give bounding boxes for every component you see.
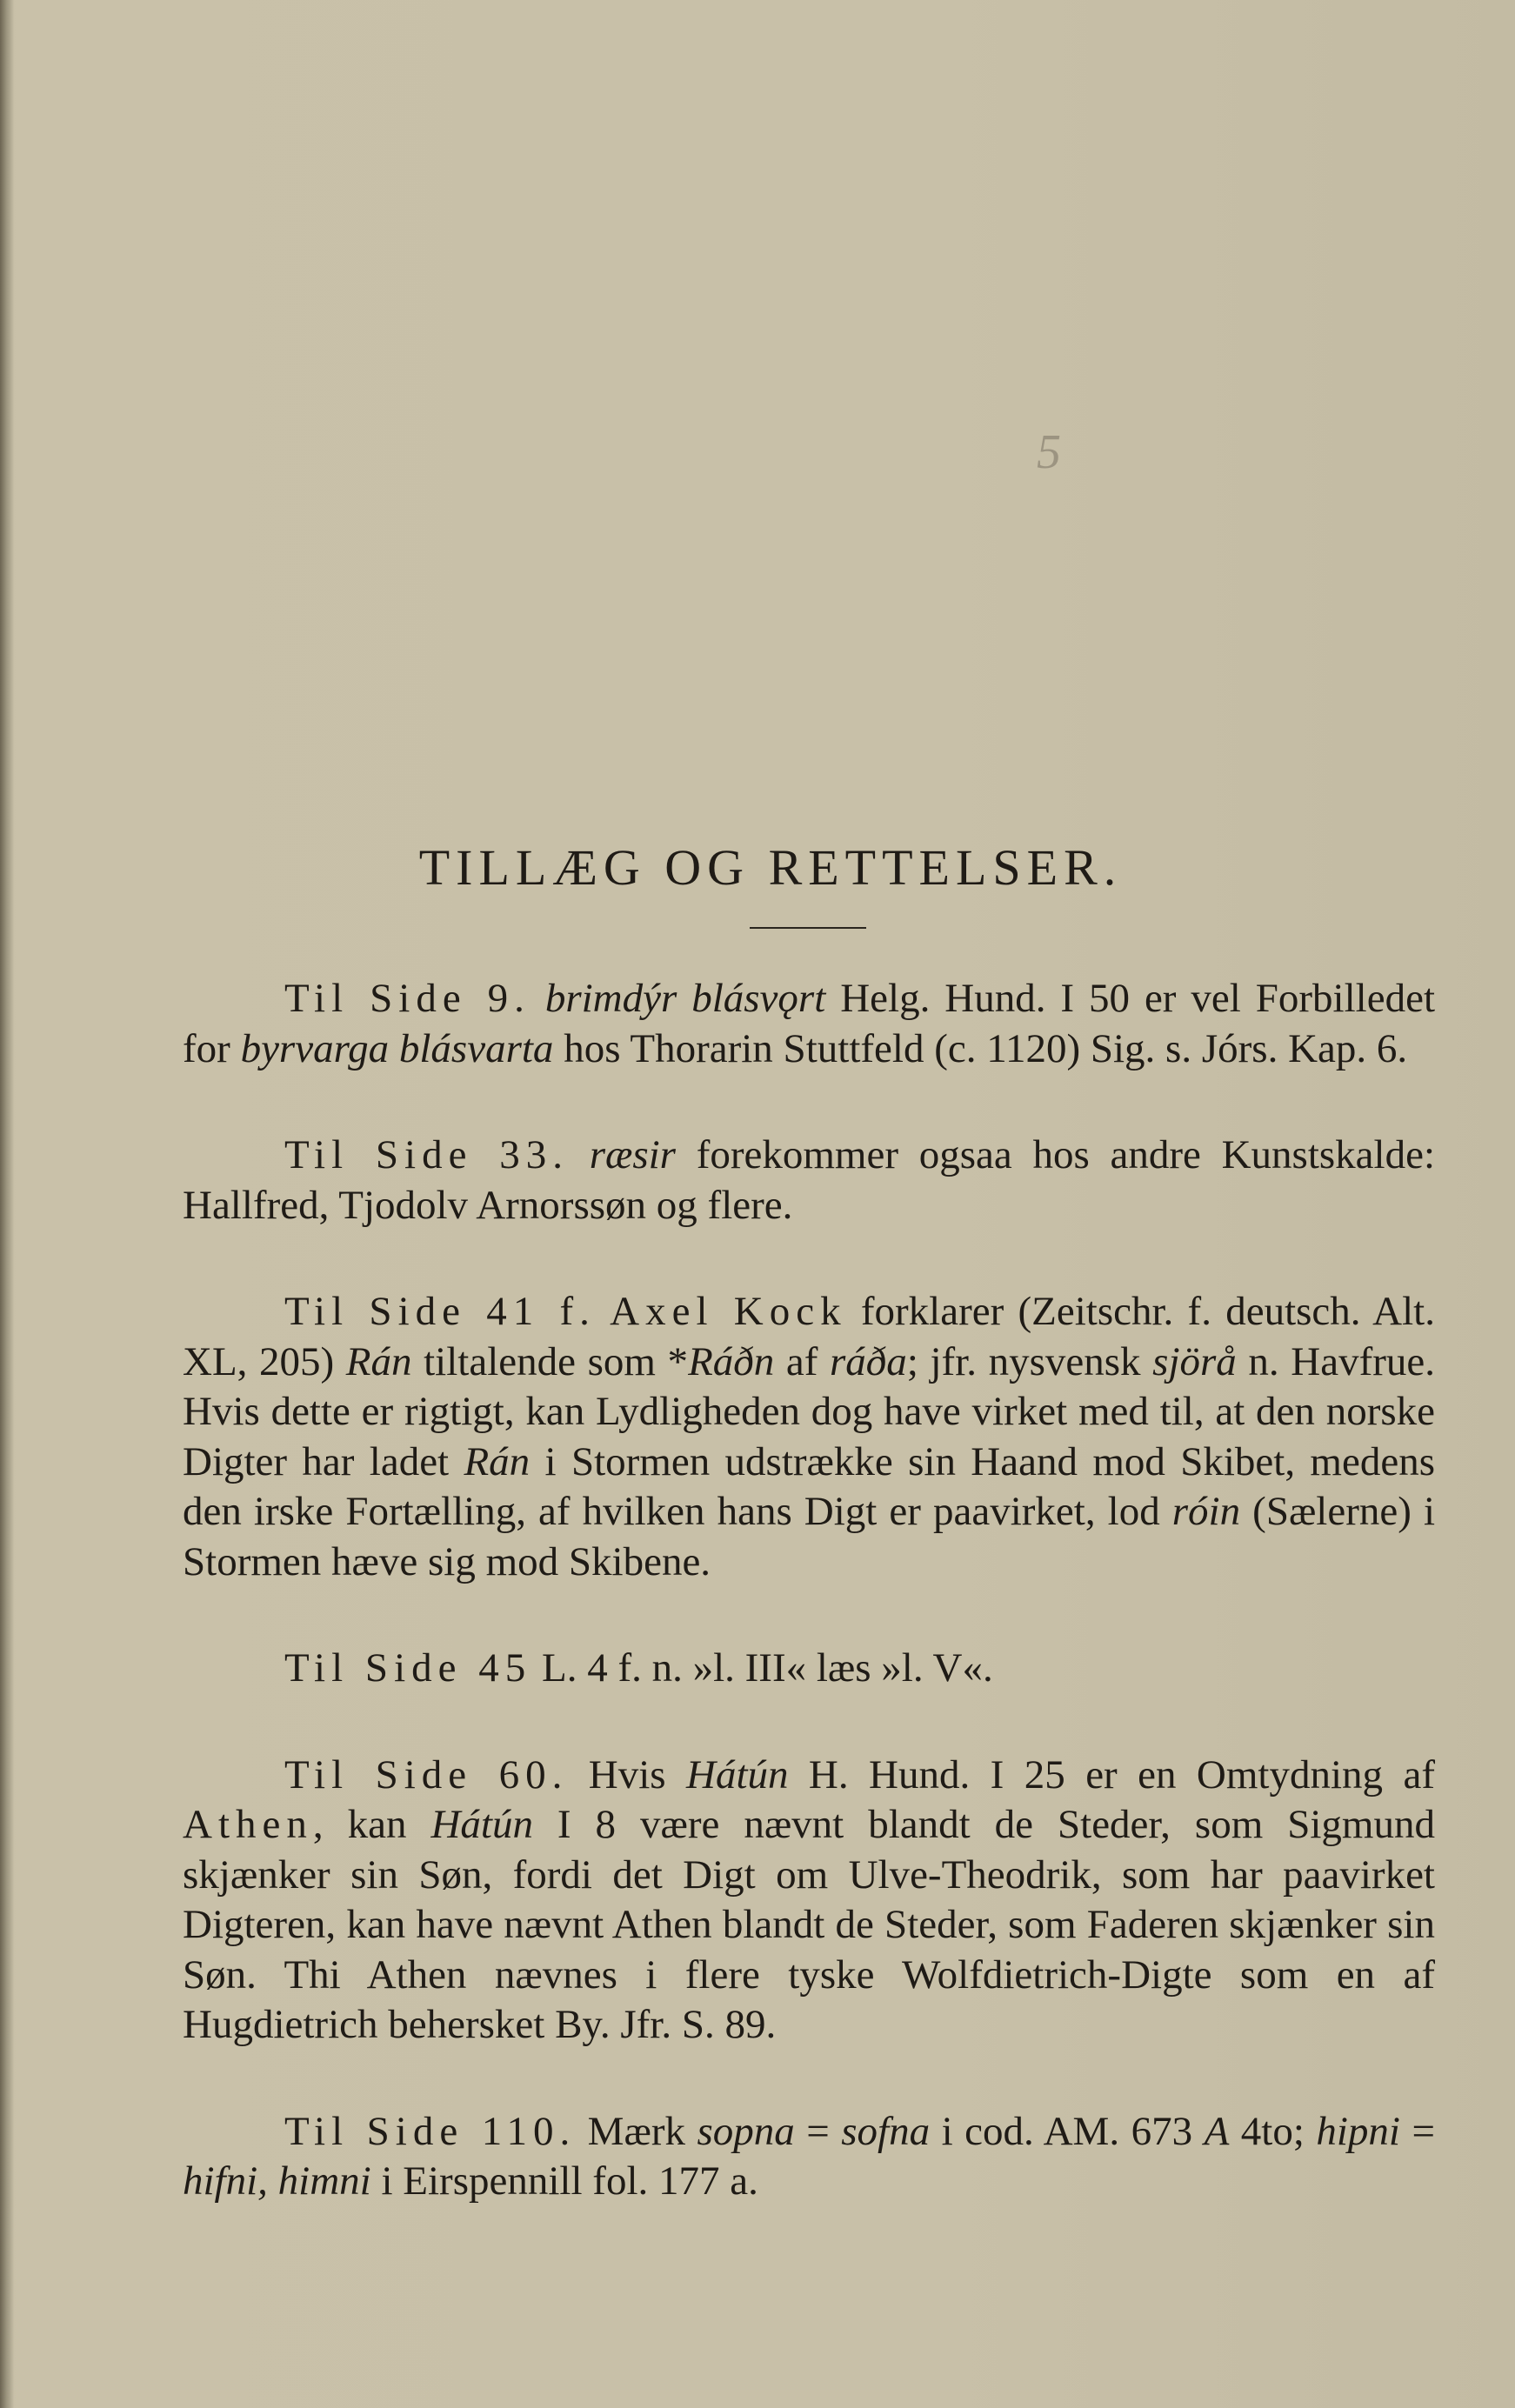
entry-text [569, 1132, 590, 1177]
entry-text: H. Hund. I 25 er en Omtydning af [788, 1751, 1435, 1798]
entry-side-60 [183, 1751, 1435, 2051]
entry-text: i Eirspennill fol. 177 a. [370, 2158, 758, 2204]
page-edge-shadow [0, 0, 14, 2408]
italic-term: Ráðn [688, 1338, 775, 1384]
entry-text: Helg. Hund. I 50 er vel Forbilledet for [183, 976, 1436, 1071]
entry-side-45 [183, 1644, 1435, 1694]
title-divider [750, 927, 866, 929]
entry-text: tiltalende som * [411, 1338, 689, 1384]
italic-term: sjörå [1152, 1338, 1237, 1384]
entry-text: , kan [312, 1802, 431, 1847]
entry-text: Hvis [568, 1751, 686, 1798]
entry-text [531, 976, 545, 1021]
entry-text: 4to; [1229, 2108, 1317, 2154]
entry-reference: Til Side 45 [284, 1645, 532, 1691]
italic-term: A [1204, 2108, 1230, 2154]
entry-text: Axel Kock [610, 1289, 847, 1334]
entry-side-110 [183, 2107, 1435, 2207]
marginal-pencil-mark: 5 [1037, 425, 1061, 479]
entry-reference: Til Side 9. [284, 976, 531, 1021]
entry-text: forklarer (Zeitschr. f. deutsch. Alt. XL, 205) [183, 1289, 1435, 1384]
italic-term: sofna [841, 2108, 931, 2154]
entry-text: n. Havfrue. Hvis dette er rigtigt, kan Lydligheden dog have virket med til, at den norske Digter har ladet [183, 1338, 1435, 1484]
entry-text: ; jfr. nysvensk [906, 1338, 1153, 1384]
entry-text: hos Thorarin Stuttfeld (c. 1120) Sig. s. Jórs. Kap. 6. [553, 1025, 1408, 1071]
entry-text: I 8 være nævnt blandt de Steder, som Sigmund skjænker sin Søn, fordi det Digt om Ulve-Theodrik, som har paavirket Digteren, kan have nævnt Athen blandt de Steder, som Faderen skjænker sin Søn. Thi Athen nævnes i flere tyske Wolfdietrich-Digte som en af Hugdietrich behersket By. Jfr. S. 89. [183, 1802, 1435, 2047]
entry-text: (Sælerne) i Stormen hæve sig mod Skibene. [183, 1489, 1435, 1584]
entry-side-33 [183, 1131, 1435, 1231]
entry-side-9 [183, 974, 1435, 1074]
entry-text: = [1400, 2108, 1435, 2154]
entry-reference: Til Side 110. [284, 2108, 577, 2154]
entry-reference: Til Side 41 f. [284, 1289, 596, 1334]
italic-term: hifni, himni [183, 2158, 371, 2204]
entry-side-41 [183, 1287, 1435, 1587]
entry-text [596, 1289, 610, 1334]
italic-term: Hátún [430, 1802, 533, 1847]
italic-term: byrvarga blásvarta [240, 1025, 554, 1071]
italic-term: Rán [464, 1438, 531, 1484]
entries-body [183, 974, 1435, 2207]
italic-term: róin [1171, 1489, 1241, 1534]
italic-term: ræsir [589, 1132, 676, 1177]
entry-text: Athen [183, 1802, 313, 1847]
entry-text: = [794, 2108, 842, 2154]
entry-text: af [774, 1338, 831, 1384]
italic-term: brimdýr blásvǫrt [544, 976, 826, 1021]
italic-term: ráða [830, 1338, 907, 1384]
entry-text: i cod. AM. 673 [930, 2108, 1205, 2154]
entry-text: forekommer ogsaa hos andre Kunstskalde: Hallfred, Tjodolv Arnorssøn og flere. [183, 1132, 1436, 1228]
italic-term: hipni [1316, 2108, 1400, 2154]
entry-reference: Til Side 33. [284, 1132, 569, 1177]
italic-term: Rán [345, 1338, 412, 1384]
entry-text: i Stormen udstrække sin Haand mod Skibet, medens den irske Fortælling, af hvilken hans Digt er paavirket, lod [183, 1438, 1436, 1534]
italic-term: Hátún [686, 1751, 789, 1798]
italic-term: sopna [697, 2108, 795, 2154]
page-title: TILLÆG OG RETTELSER. [418, 838, 1123, 896]
entry-reference: Til Side 60. [284, 1751, 569, 1798]
entry-text: Mærk [576, 2108, 697, 2154]
entry-text: L. 4 f. n. »l. III« læs »l. V«. [531, 1645, 993, 1691]
